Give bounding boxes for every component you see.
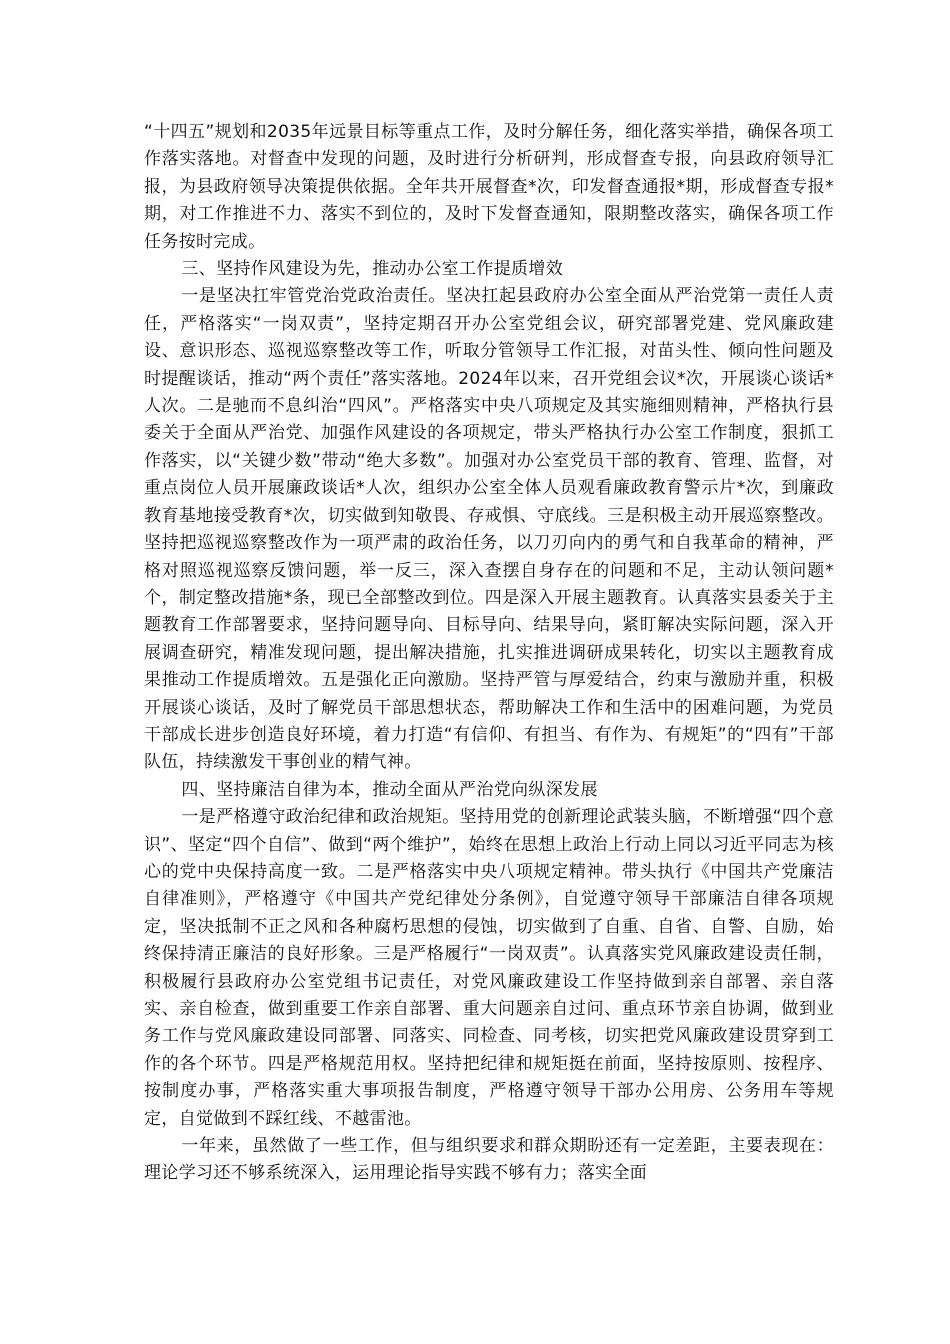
paragraph-section-three-body: 一是坚决扛牢管党治党政治责任。坚决扛起县政府办公室全面从严治党第一责任人责任，严格落实“一岗双责”，坚持定期召开办公室党组会议，研究部署党建、党风廉政建设、意识形态、巡视巡察整改等工作，听取分管领导工作汇报，对苗头性、倾向性问题及时提醒谈话，推动“两个责任”落实落地。2024年以来，召开党组会议*次，开展谈心谈话*人次。二是驰而不息纠治“四风”。严格落实中央八项规定及其实施细则精神，严格执行县委关于全面从严治党、加强作风建设的各项规定，带头严格执行办公室工作制度，狠抓工作落实，以“关键少数”带动“绝大多数”。加强对办公室党员干部的教育、管理、监督，对重点岗位人员开展廉政谈话*人次，组织办公室全体人员观看廉政教育警示片*次，到廉政教育基地接受教育*次，切实做到知敬畏、存戒惧、守底线。三是积极主动开展巡察整改。坚持把巡视巡察整改作为一项严肃的政治任务，以刀刃向内的勇气和自我革命的精神，严格对照巡视巡察反馈问题，举一反三，深入查摆自身存在的问题和不足，主动认领问题*个，制定整改措施*条，现已全部整改到位。四是深入开展主题教育。认真落实县委关于主题教育工作部署要求，坚持问题导向、目标导向、结果导向，紧盯解决实际问题，深入开展调查研究，精准发现问题，提出解决措施，扎实推进调研成果转化，切实以主题教育成果推动工作提质增效。五是强化正向激励。坚持严管与厚爱结合，约束与激励并重，积极开展谈心谈话，及时了解党员干部思想状态，帮助解决工作和生活中的困难问题，为党员干部成长进步创造良好环境，着力打造“有信仰、有担当、有作为、有规矩”的“四有”干部队伍，持续激发干事创业的精气神。	[144, 286, 834, 773]
document-page	[144, 119, 834, 1188]
paragraph-summary: 一年来，虽然做了一些工作，但与组织要求和群众期盼还有一定差距，主要表现在：理论学习还不够系统深入，运用理论指导实践不够有力；落实全面	[144, 1136, 834, 1184]
section-heading-four: 四、坚持廉洁自律为本，推动全面从严治党向纵深发展	[181, 779, 598, 800]
section-heading-three: 三、坚持作风建设为先，推动办公室工作提质增效	[181, 259, 564, 280]
paragraph-section-four-body: 一是严格遵守政治纪律和政治规矩。坚持用党的创新理论武装头脑，不断增强“四个意识”、坚定“四个自信”、做到“两个维护”，始终在思想上政治上行动上同以习近平同志为核心的党中央保持高度一致。二是严格落实中央八项规定精神。带头执行《中国共产党廉洁自律准则》，严格遵守《中国共产党纪律处分条例》，自觉遵守领导干部廉洁自律各项规定，坚决抵制不正之风和各种腐朽思想的侵蚀，切实做到了自重、自省、自警、自励，始终保持清正廉洁的良好形象。三是严格履行“一岗双责”。认真落实党风廉政建设责任制，积极履行县政府办公室党组书记责任，对党风廉政建设工作坚持做到亲自部署、亲自落实、亲自检查，做到重要工作亲自部署、重大问题亲自过问、重点环节亲自协调，做到业务工作与党风廉政建设同部署、同落实、同检查、同考核，切实把党风廉政建设贯穿到工作的各个环节。四是严格规范用权。坚持把纪律和规矩挺在前面，坚持按原则、按程序、按制度办事，严格落实重大事项报告制度，严格遵守领导干部办公用房、公务用车等规定，自觉做到不踩红线、不越雷池。	[144, 807, 834, 1129]
paragraph-continuation: “十四五”规划和2035年远景目标等重点工作，及时分解任务，细化落实举措，确保各项工作落实落地。对督查中发现的问题，及时进行分析研判，形成督查专报，向县政府领导汇报，为县政府领导决策提供依据。全年共开展督查*次，印发督查通报*期，形成督查专报*期，对工作推进不力、落实不到位的，及时下发督查通知，限期整改落实，确保各项工作任务按时完成。	[144, 122, 834, 252]
